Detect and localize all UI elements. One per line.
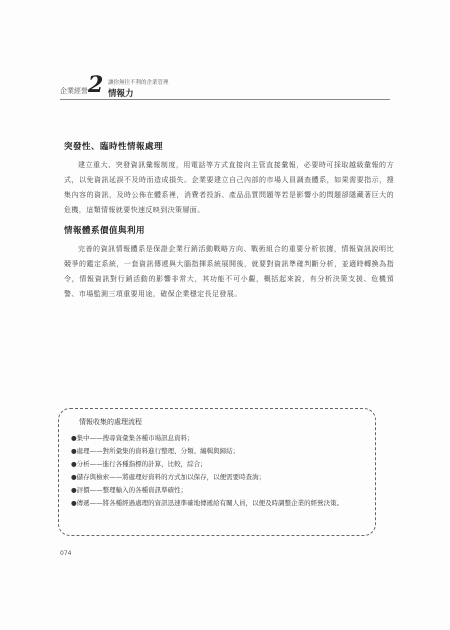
list-item-text: ●傳遞——將各種經過處理的資訊迅速準確地傳遞給有關人員，以便及時調整企業的經營決策。 — [71, 499, 344, 507]
paragraph: 建立重大、突發資訊彙報制度，用電話等方式直接向主管直接彙報，必要時可採取越級彙報的方式，以免資訊延誤不及時而造成損失。企業要建立自己內部的市場人員調查體系，如果需要指示，搜集內容的資訊，及時公佈在體系裡，消費者投訴、產品品質問題等若是影響小的問題卻隱藏著巨大的危機，這類情報就要快速反映到決策層面。 — [64, 161, 394, 214]
page-number: 074 — [60, 550, 72, 557]
section-title: 突發性、臨時性情報處理 — [64, 142, 164, 152]
list-item — [71, 433, 363, 444]
list-item-text: ●儲存與檢索——將處理好資料的方式加以保存，以便需要時查詢； — [71, 473, 266, 481]
list-item-text: ●集中——搜尋資彙集各種市場訊息資料； — [71, 434, 194, 442]
list-item-text: ●評價——整理輸入的各種資訊準確性； — [71, 486, 188, 494]
chapter-title: 情報力 — [108, 89, 134, 99]
list-item — [71, 498, 363, 509]
list-item-text: ●處理——對所彙集的資料進行整理、分類、編輯與歸結； — [71, 447, 240, 455]
list-item — [71, 485, 363, 496]
process-box — [58, 408, 376, 536]
list-item — [71, 472, 363, 483]
section — [64, 224, 394, 302]
chapter-subtitle: 讓你無往不利的企業管理 — [108, 80, 169, 86]
series-label: 企業經營 — [60, 87, 88, 95]
chapter-header — [60, 72, 390, 112]
chapter-number: 2 — [88, 72, 104, 98]
paragraph: 完善的資訊情報體系是保證企業行銷活動戰略方向、戰術組合的重要分析依據，情報資訊說明比競爭的鑑定系統，一套資訊傳遞與大腦指揮系統展開後，就要對資訊準確判斷分析，並適時轉換為指令，情報資訊對行銷活動的影響非常大，其功能不可小覷，概括起來說，有分析決策支援、危機預警、市場監測三項重要用途，確保企業穩定長足發展。 — [64, 245, 394, 298]
section-title: 情報體系價值與利用 — [64, 226, 146, 236]
list-item — [71, 459, 363, 470]
list-item — [71, 446, 363, 457]
box-title: 情報收集的處理流程 — [79, 418, 142, 426]
list-item-text: ●分析——進行各種指標的計算，比較，綜合； — [71, 460, 207, 468]
main-content — [64, 140, 394, 306]
section — [64, 140, 394, 218]
header-divider — [60, 99, 390, 100]
